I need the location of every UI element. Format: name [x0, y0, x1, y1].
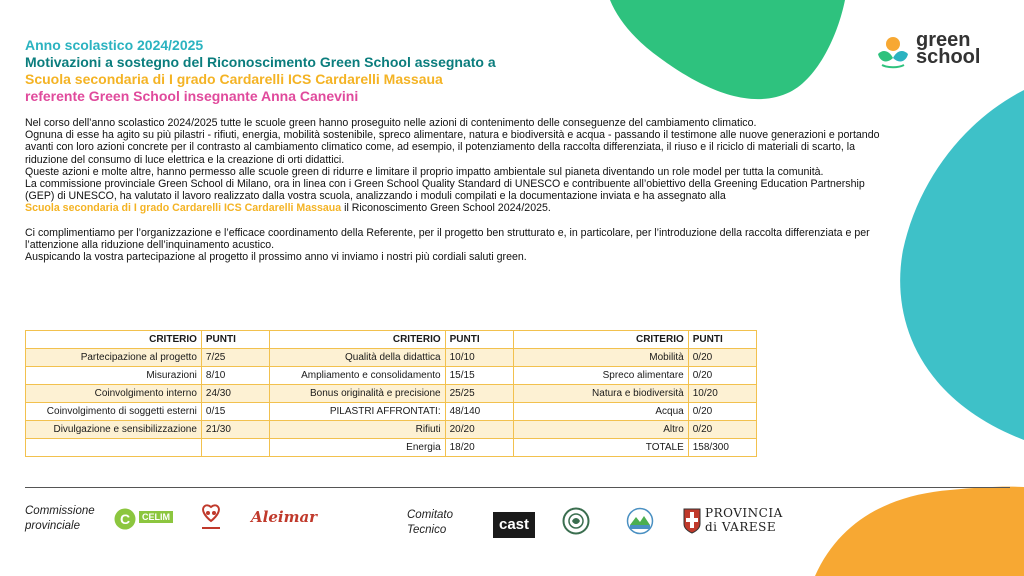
svg-text:C: C [119, 511, 131, 527]
criterion-cell: Natura e biodiversità [513, 385, 688, 403]
table-row [26, 439, 757, 457]
table-row [26, 403, 757, 421]
committee-emblem-icon [562, 507, 590, 535]
points-cell [201, 439, 269, 457]
provincia-varese-logo [683, 506, 783, 536]
header-punti-2: PUNTI [445, 331, 513, 349]
points-cell: 18/20 [445, 439, 513, 457]
paragraph-4-end: il Riconoscimento Green School 2024/2025. [341, 202, 551, 215]
points-cell: 10/10 [445, 349, 513, 367]
header-punti-1: PUNTI [201, 331, 269, 349]
points-cell: 10/20 [688, 385, 756, 403]
green-school-emblem-icon [874, 34, 912, 70]
points-cell: 0/20 [688, 349, 756, 367]
points-cell: 48/140 [445, 403, 513, 421]
header-criterio-2: CRITERIO [269, 331, 445, 349]
criterion-cell: PILASTRI AFFRONTATI: [269, 403, 445, 421]
paragraph-4 [25, 178, 897, 215]
points-cell: 0/20 [688, 403, 756, 421]
paragraph-4-school: Scuola secondaria di I grado Cardarelli ICS Cardarelli Massaua [25, 202, 342, 215]
total-points-cell: 158/300 [688, 439, 756, 457]
points-cell: 21/30 [201, 421, 269, 439]
criterion-cell: Qualità della didattica [269, 349, 445, 367]
table-row [26, 349, 757, 367]
points-cell: 25/25 [445, 385, 513, 403]
paragraph-5: Ci complimentiamo per l’organizzazione e l’efficace coordinamento della Referente, per il progetto ben strutturato e, in particolare, per l’introduzione della raccolta differenziata e per l’attenzione alla riduzione dell’inquinamento acustico. [25, 226, 870, 251]
points-cell: 7/25 [201, 349, 269, 367]
provincia-text: PROVINCIA [705, 506, 783, 520]
criterion-cell: Energia [269, 439, 445, 457]
criterion-cell [26, 439, 202, 457]
green-school-logo [874, 29, 990, 72]
logo-line-2: school [916, 46, 981, 68]
motivation-text [25, 117, 897, 263]
comitato-label: Comitato Tecnico [407, 509, 454, 536]
criterion-cell: Mobilità [513, 349, 688, 367]
projects-for-people-logo-icon [198, 503, 224, 533]
points-cell: 0/15 [201, 403, 269, 421]
points-cell: 0/20 [688, 367, 756, 385]
criterion-cell: Bonus originalità e precisione [269, 385, 445, 403]
aleimar-logo: Aleimar [251, 508, 318, 526]
criterion-cell: Rifiuti [269, 421, 445, 439]
points-cell: 8/10 [201, 367, 269, 385]
table-header-row [26, 331, 757, 349]
celim-emblem-icon [114, 507, 136, 531]
header-punti-3: PUNTI [688, 331, 756, 349]
paragraph-1: Nel corso dell’anno scolastico 2024/2025 tutte le scuole green hanno proseguito nelle azioni di contenimento delle conseguenze del cambiamento climatico. [25, 117, 757, 129]
table-row [26, 385, 757, 403]
referent-name: referente Green School insegnante Anna Canevini [25, 88, 359, 104]
school-name: Scuola secondaria di I grado Cardarelli ICS Cardarelli Massaua [25, 71, 443, 87]
varese-text: di VARESE [705, 520, 777, 534]
criteria-table [25, 330, 757, 457]
criterion-cell: Altro [513, 421, 688, 439]
criterion-cell: Coinvolgimento interno [26, 385, 202, 403]
celim-logo [114, 507, 172, 533]
paragraph-4-text: La commissione provinciale Green School di Milano, ora in linea con i Green School Quality Standard di UNESCO e contribuente all’obiettivo della Greening Education Partnership (GEP) di UNESCO, ha valutato il lavoro realizzato dalla vostra scuola, analizzando i moduli compilati e la documentazione inviata e ha assegnato alla [25, 178, 865, 203]
document-title: Motivazioni a sostegno del Riconoscimento Green School assegnato a [25, 54, 496, 70]
criterion-cell: Coinvolgimento di soggetti esterni [26, 403, 202, 421]
criterion-cell: Divulgazione e sensibilizzazione [26, 421, 202, 439]
criterion-cell: Spreco alimentare [513, 367, 688, 385]
total-label-cell: TOTALE [513, 439, 688, 457]
header-criterio-3: CRITERIO [513, 331, 688, 349]
points-cell: 0/20 [688, 421, 756, 439]
criterion-cell: Acqua [513, 403, 688, 421]
celim-text: CELIM [139, 511, 173, 523]
cast-logo: cast [493, 512, 535, 538]
provincia-crest-icon [683, 508, 701, 534]
points-cell: 15/15 [445, 367, 513, 385]
footer-divider [25, 487, 1010, 488]
points-cell: 24/30 [201, 385, 269, 403]
logo-line-1: green [916, 29, 971, 51]
points-cell: 20/20 [445, 421, 513, 439]
commissione-label: Commissione provinciale [25, 505, 95, 532]
header [25, 37, 785, 105]
header-criterio-1: CRITERIO [26, 331, 202, 349]
table-row [26, 367, 757, 385]
criterion-cell: Ampliamento e consolidamento [269, 367, 445, 385]
school-year: Anno scolastico 2024/2025 [25, 37, 204, 53]
paragraph-3: Queste azioni e molte altre, hanno permesso alle scuole green di ridurre e limitare il proprio impatto ambientale sul pianeta diventando un role model per tutta la comunità. [25, 165, 824, 178]
criterion-cell: Misurazioni [26, 367, 202, 385]
paragraph-6: Auspicando la vostra partecipazione al progetto il prossimo anno vi inviamo i nostri più cordiali saluti green. [25, 251, 527, 264]
park-emblem-icon [626, 507, 654, 535]
paragraph-2: Ognuna di esse ha agito su più pilastri - rifiuti, energia, mobilità sostenibile, spreco alimentare, natura e biodiversità e acqua - passando il testimone alle nuove generazioni e portando avanti con loro azioni concrete per il contrasto al cambiamento climatico come, ad esempio, il potenziamento della raccolta differenziata, il riuso e il riciclo di materiali di scarto, la riduzione del consumo di luce elettrica e la creazione di orti didattici. [25, 129, 880, 166]
criterion-cell: Partecipazione al progetto [26, 349, 202, 367]
table-row [26, 421, 757, 439]
